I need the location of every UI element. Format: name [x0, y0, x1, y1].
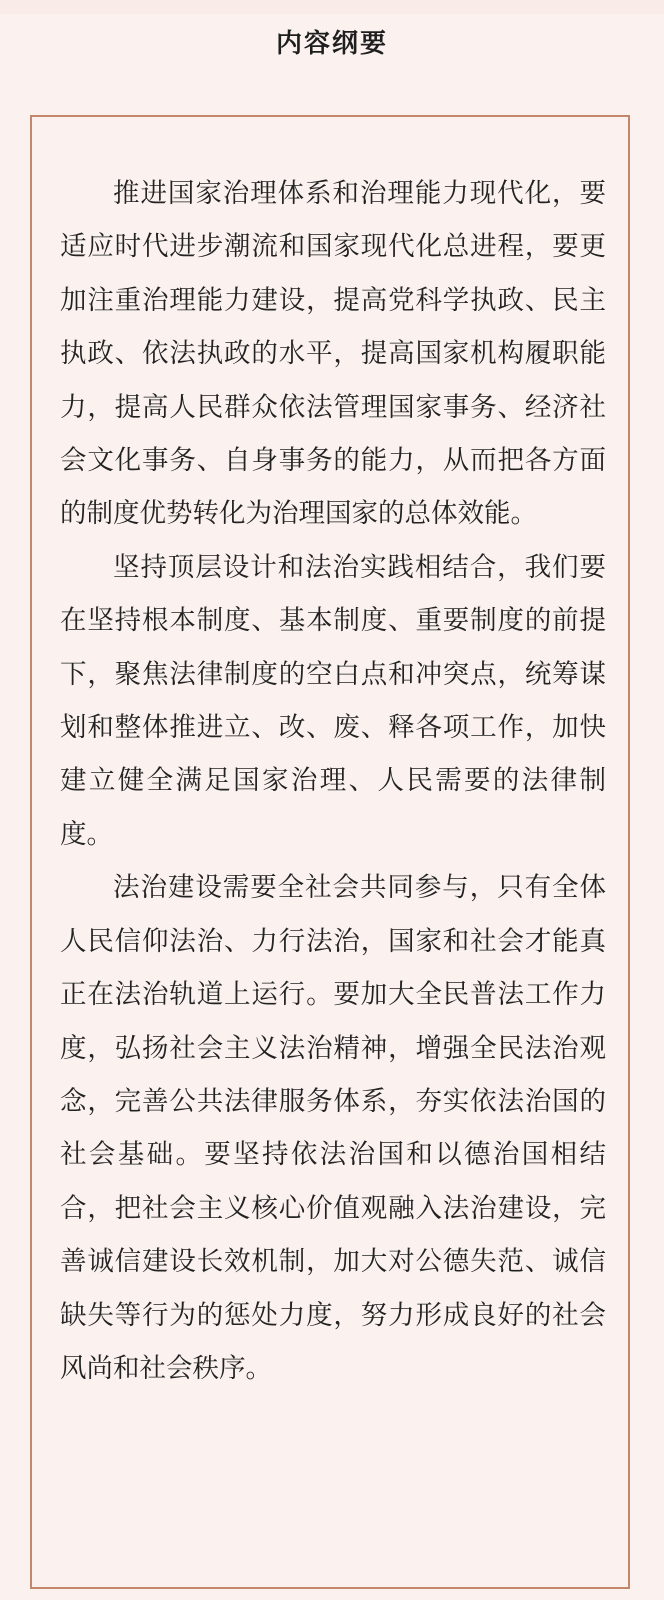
paragraph-3: 法治建设需要全社会共同参与，只有全体人民信仰法治、力行法治，国家和社会才能真正在法治轨道上运行。要加大全民普法工作力度，弘扬社会主义法治精神，增强全民法治观念，完善公共法律服务体系，夯实依法治国的社会基础。要坚持依法治国和以德治国相结合，把社会主义核心价值观融入法治建设，完善诚信建设长效机制，加大对公德失范、诚信缺失等行为的惩处力度，努力形成良好的社会风尚和社会秩序。 — [60, 872, 606, 1384]
content-frame — [30, 115, 630, 1589]
top-strip — [0, 0, 664, 14]
content-body — [60, 167, 606, 1395]
paragraph-1: 推进国家治理体系和治理能力现代化，要适应时代进步潮流和国家现代化总进程，要更加注重治理能力建设，提高党科学执政、民主执政、依法执政的水平，提高国家机构履职能力，提高人民群众依法管理国家事务、经济社会文化事务、自身事务的能力，从而把各方面的制度优势转化为治理国家的总体效能。 — [60, 178, 606, 530]
page-title: 内容纲要 — [275, 29, 388, 59]
paragraph-2: 坚持顶层设计和法治实践相结合，我们要在坚持根本制度、基本制度、重要制度的前提下，聚焦法律制度的空白点和冲突点，统筹谋划和整体推进立、改、废、释各项工作，加快建立健全满足国家治理、人民需要的法律制度。 — [60, 551, 606, 850]
